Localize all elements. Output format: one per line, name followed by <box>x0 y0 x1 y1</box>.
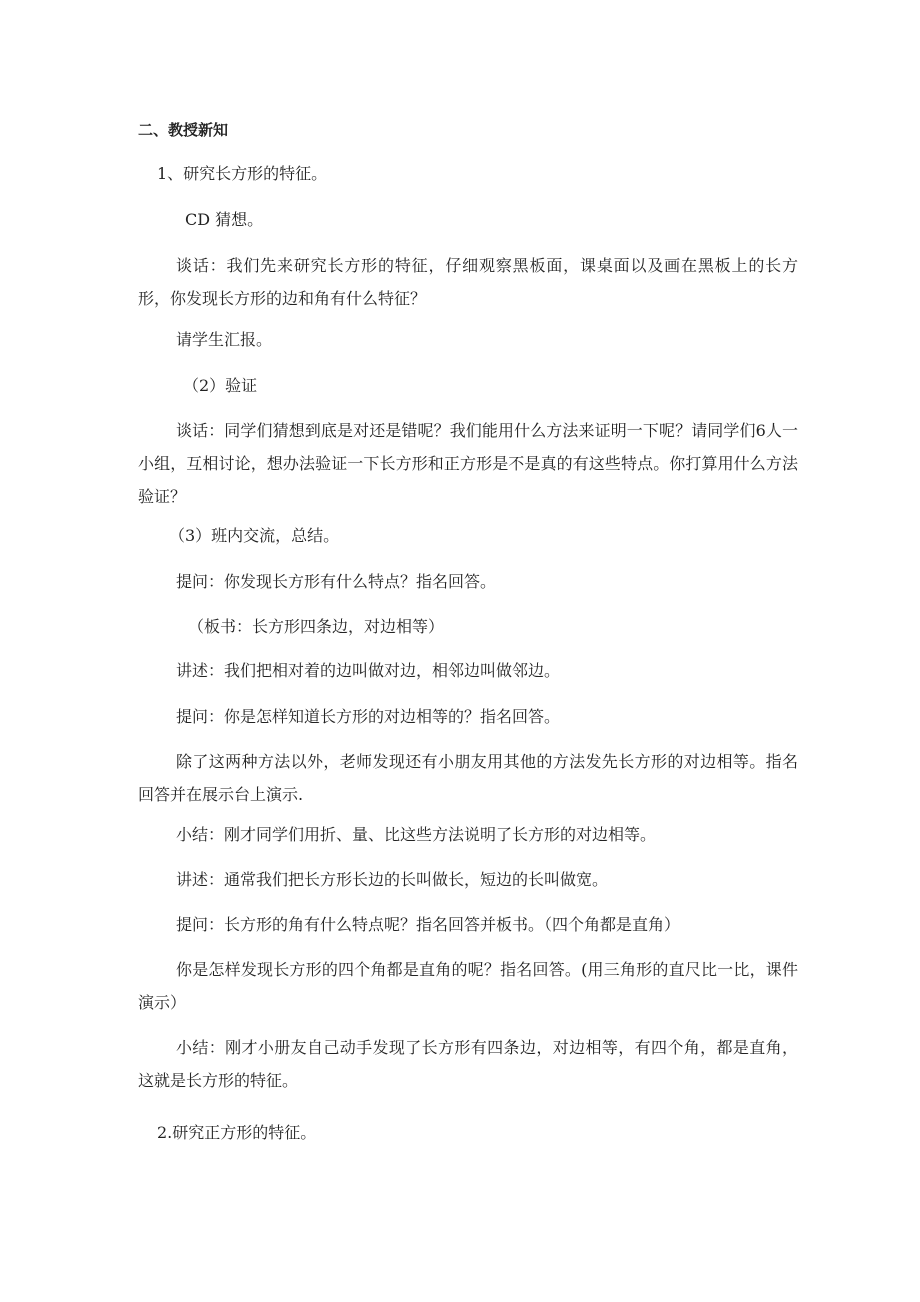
item-2-title: 2.研究正方形的特征。 <box>157 1123 317 1142</box>
question-angles: 提问：长方形的角有什么特点呢？指名回答并板书。（四个角都是直角） <box>176 915 681 934</box>
step-1-guess: CD 猜想。 <box>185 210 264 229</box>
explain-opposite-sides: 讲述：我们把相对着的边叫做对边，相邻边叫做邻边。 <box>176 661 561 680</box>
explain-length-width: 讲述：通常我们把长方形长边的长叫做长，短边的长叫做宽。 <box>176 870 609 889</box>
paragraph-other-methods: 除了这两种方法以外，老师发现还有小朋友用其他的方法发先长方形的对边相等。指名回答并在展示台上演示. <box>138 752 798 804</box>
student-report: 请学生汇报。 <box>176 330 273 349</box>
board-note-1: （板书：长方形四条边，对边相等） <box>188 617 445 636</box>
section-heading: 二、教授新知 <box>138 121 229 139</box>
paragraph-summary-2: 小结：刚才小册友自己动手发现了长方形有四条边，对边相等，有四个角，都是直角，这就是长方形的特征。 <box>138 1038 798 1090</box>
paragraph-right-angles: 你是怎样发现长方形的四个角都是直角的呢？指名回答。(用三角形的直尺比一比，课件演示） <box>138 960 798 1012</box>
step-2-verify: （2）验证 <box>183 376 258 395</box>
item-1-title: 1、研究长方形的特征。 <box>157 164 328 183</box>
step-3-exchange: （3）班内交流，总结。 <box>169 526 340 545</box>
paragraph-talk-1: 谈话：我们先来研究长方形的特征，仔细观察黑板面，课桌面以及画在黑板上的长方形，你发现长方形的边和角有什么特征？ <box>138 256 798 308</box>
question-opposite-sides: 提问：你是怎样知道长方形的对边相等的？指名回答。 <box>176 707 561 726</box>
summary-1: 小结：刚才同学们用折、量、比这些方法说明了长方形的对边相等。 <box>176 825 657 844</box>
question-features: 提问：你发现长方形有什么特点？指名回答。 <box>176 572 497 591</box>
paragraph-talk-2: 谈话：同学们猜想到底是对还是错呢？我们能用什么方法来证明一下呢？请同学们6人一小组，互相讨论，想办法验证一下长方形和正方形是不是真的有这些特点。你打算用什么方法验证？ <box>138 421 798 506</box>
